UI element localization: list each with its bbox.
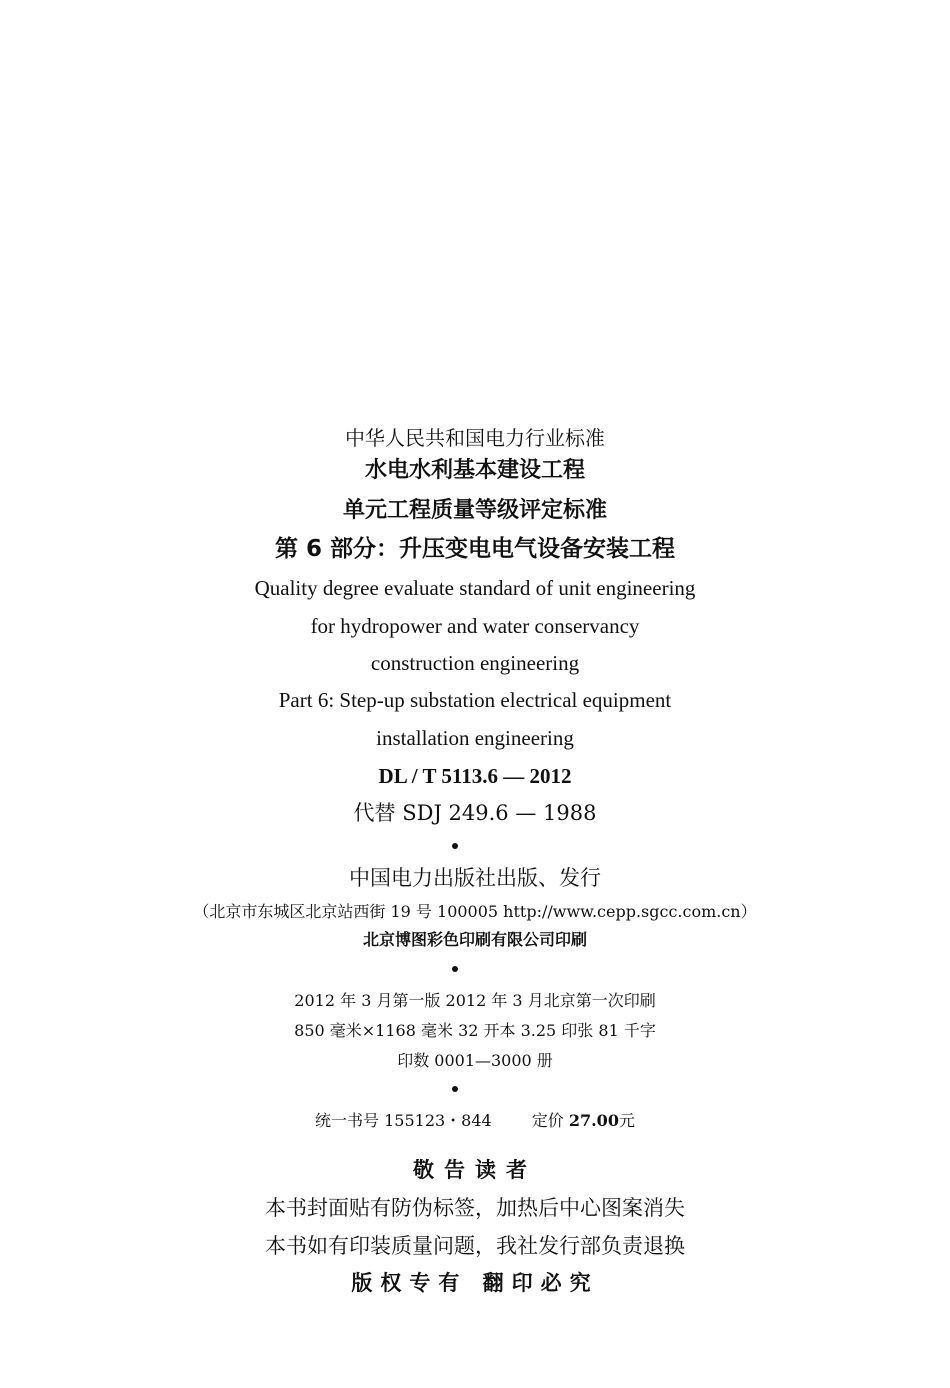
price-label: 定价 [531, 1111, 564, 1130]
book-number: 统一书号 155123・844 [315, 1111, 492, 1130]
printer-name: 北京博图彩色印刷有限公司印刷 [362, 930, 587, 949]
notice-line-2: 本书如有印装质量问题，我社发行部负责退换 [265, 1234, 685, 1258]
book-specs: 850 毫米×1168 毫米 32 开本 3.25 印张 81 千字 [294, 1021, 656, 1040]
english-title-line-4: Part 6: Step-up substation electrical equipment [278, 688, 672, 712]
standard-code: DL / T 5113.6 — 2012 [378, 764, 572, 788]
print-count: 印数 0001—3000 册 [397, 1051, 553, 1070]
english-title-line-3: construction engineering [370, 651, 580, 675]
publisher-address: （北京市东城区北京站西街 19 号 100005 http://www.cepp.sgcc.com.cn） [193, 902, 757, 921]
title-line-1: 水电水利基本建设工程 [364, 458, 585, 483]
standard-category: 中华人民共和国电力行业标准 [345, 426, 605, 450]
english-title-line-2: for hydropower and water conservancy [310, 614, 640, 638]
edition-info: 2012 年 3 月第一版 2012 年 3 月北京第一次印刷 [294, 991, 656, 1010]
title-line-3: 第 6 部分：升压变电电气设备安装工程 [274, 536, 676, 562]
separator-dot [452, 843, 458, 849]
notice-line-1: 本书封面贴有防伪标签，加热后中心图案消失 [265, 1196, 685, 1220]
price-value: 27.00 [568, 1111, 619, 1130]
replaces-standard: 代替 SDJ 249.6 — 1988 [353, 801, 597, 825]
separator-dot [452, 1086, 458, 1092]
publisher-name: 中国电力出版社出版、发行 [349, 866, 601, 890]
english-title-line-1: Quality degree evaluate standard of unit engineering [254, 576, 696, 600]
price-unit: 元 [618, 1111, 635, 1130]
notice-title: 敬告读者 [413, 1158, 537, 1182]
title-line-2: 单元工程质量等级评定标准 [342, 498, 607, 523]
english-title-line-5: installation engineering [376, 726, 574, 750]
separator-dot [452, 966, 458, 972]
book-number-and-price [0, 1113, 950, 1129]
copyright-notice: 版权专有 翻印必究 [351, 1271, 599, 1295]
